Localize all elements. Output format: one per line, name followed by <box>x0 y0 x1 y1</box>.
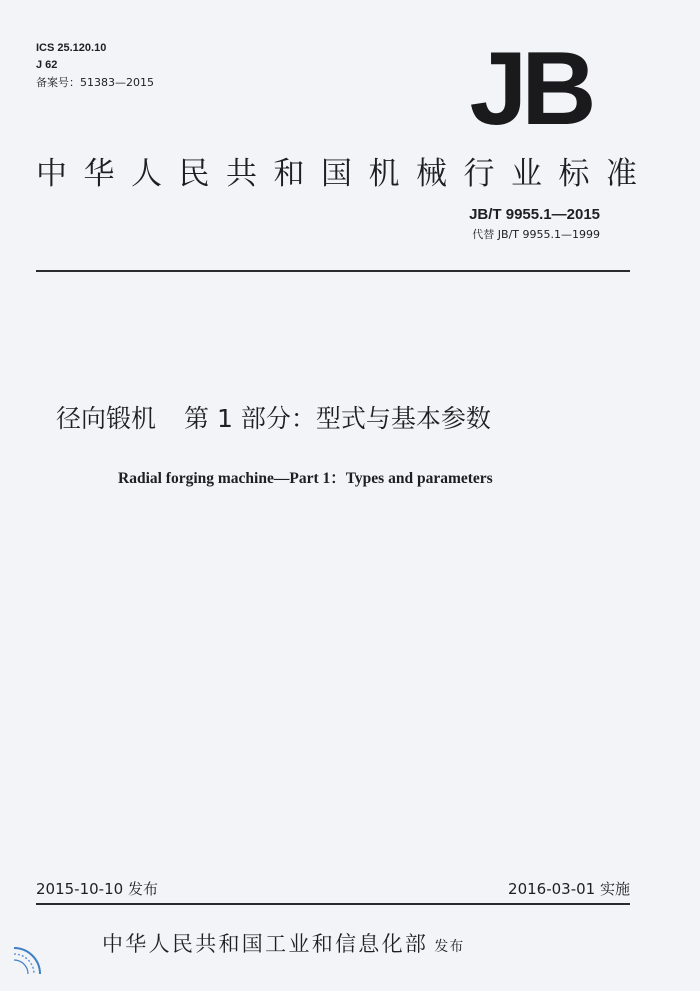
publisher <box>102 928 464 958</box>
ics-code: ICS 25.120.10 <box>36 42 107 54</box>
jb-logo-text: JB <box>469 38 591 130</box>
publisher-suffix: 发布 <box>434 939 465 955</box>
standard-number: JB/T 9955.1—2015 <box>469 206 600 223</box>
implementation-date: 2016-03-01 实施 <box>508 880 630 898</box>
footer-divider <box>36 903 630 905</box>
ccs-code: J 62 <box>36 59 58 71</box>
header-divider <box>36 270 630 272</box>
publisher-name: 中华人民共和国工业和信息化部 <box>102 932 429 956</box>
partial-seal-icon <box>14 944 42 980</box>
standard-category-title: 中华人民共和国机械行业标准 <box>36 156 654 192</box>
title-cn-part-a: 径向锻机 <box>56 404 157 433</box>
record-number: 备案号：51383—2015 <box>36 76 154 89</box>
title-cn-part-b: 第 1 部分：型式与基本参数 <box>184 404 491 433</box>
issue-date: 2015-10-10 发布 <box>36 880 158 898</box>
document-title-cn <box>56 399 491 435</box>
document-title-en: Radial forging machine—Part 1：Types and parameters <box>118 470 493 487</box>
jb-logo <box>460 38 600 130</box>
replaces-standard: 代替 JB/T 9955.1—1999 <box>472 228 600 241</box>
classification-block <box>36 40 154 91</box>
